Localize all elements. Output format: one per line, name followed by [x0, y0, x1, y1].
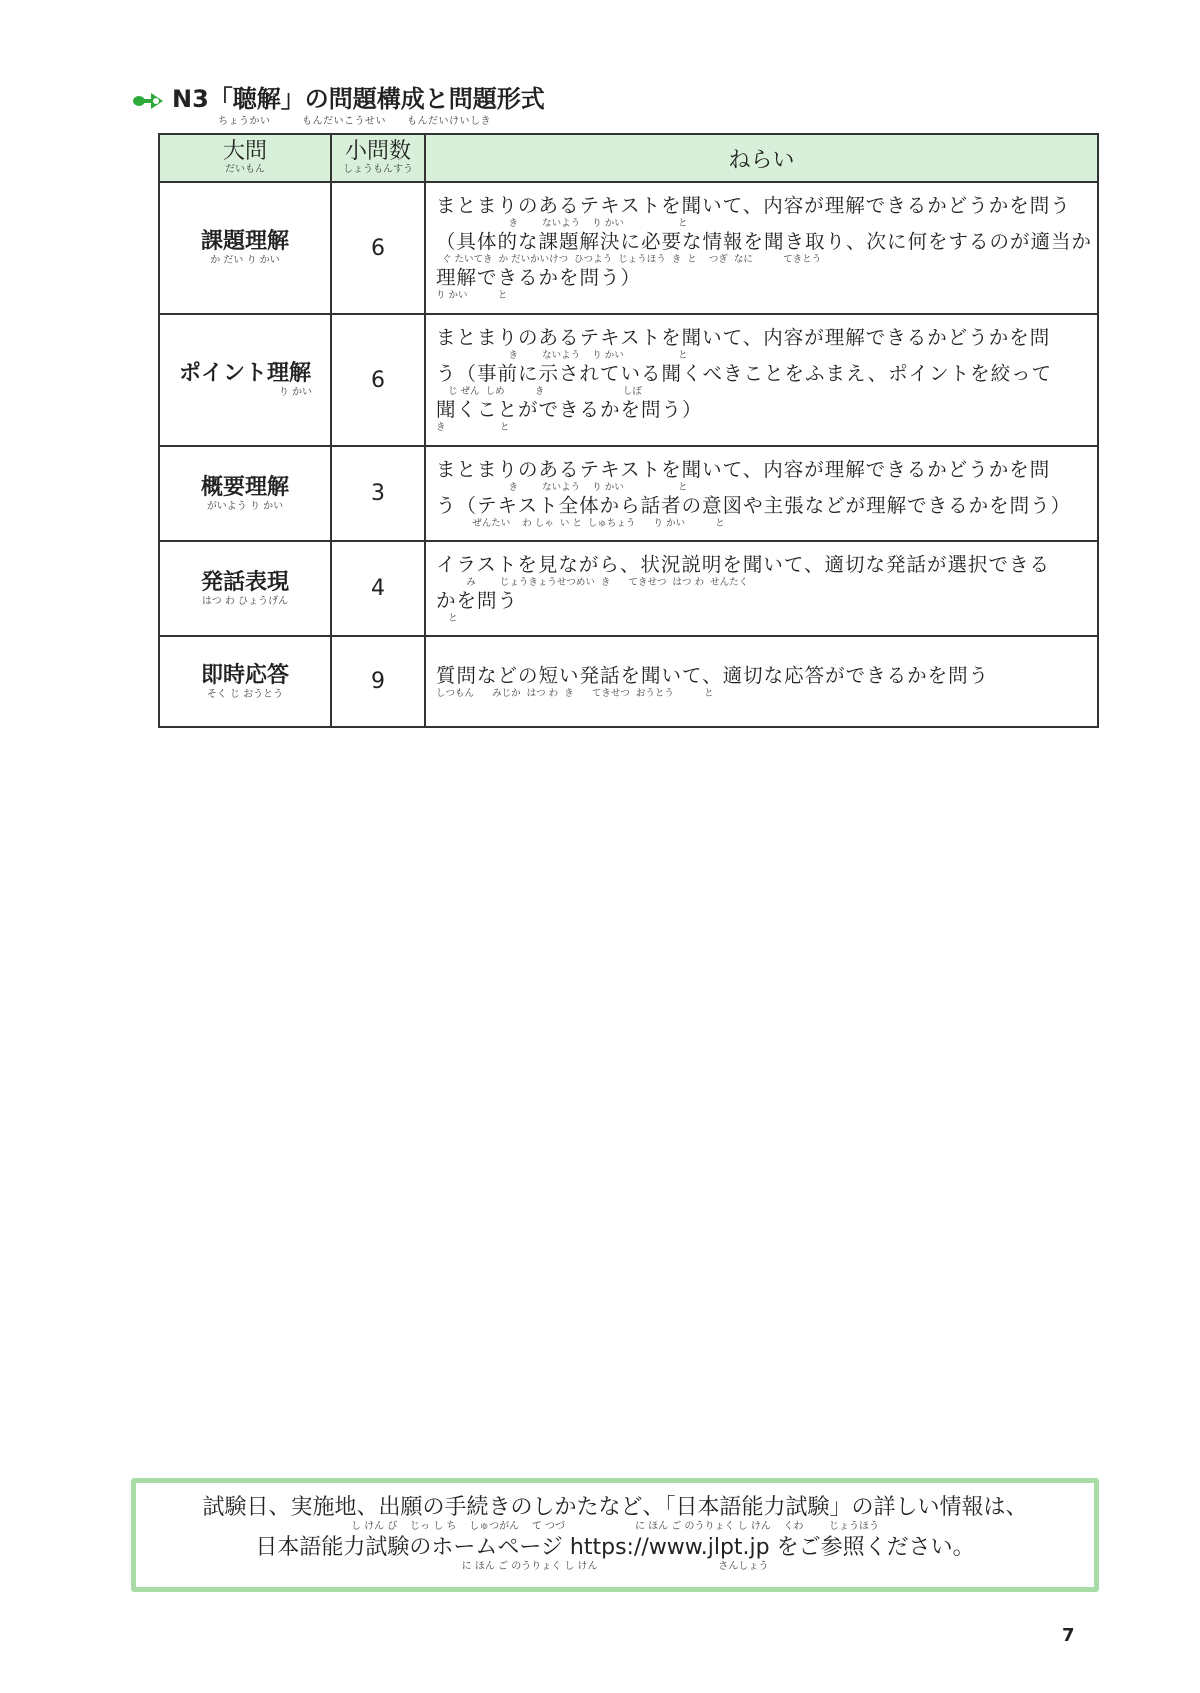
table-row	[159, 446, 1098, 541]
table-row	[159, 541, 1098, 636]
info-line-1: 試験日、実施地、出願の手続きのしかたなど、「日本語能力試験」の詳しい情報は、	[202, 1495, 1028, 1520]
question-count: 3	[331, 446, 425, 541]
question-count: 4	[331, 541, 425, 636]
table-header-row	[159, 134, 1098, 182]
question-count: 9	[331, 636, 425, 727]
category-cell: 課題理解 か だい り かい	[159, 182, 331, 314]
section-heading	[132, 84, 545, 127]
header-aim: ねらい	[425, 134, 1098, 182]
green-arrow-icon	[132, 90, 166, 112]
table-row	[159, 314, 1098, 446]
table-row	[159, 636, 1098, 727]
section-title-ruby: ちょうかい もんだいこうせい もんだいけいしき	[218, 116, 491, 127]
info-ruby-2: に ほん ご のうりょく し けん さんしょう	[461, 1561, 769, 1572]
header-category: 大問 だいもん	[159, 134, 331, 182]
info-line-2: 日本語能力試験のホームページ https://www.jlpt.jp をご参照ください。	[255, 1535, 975, 1560]
category-cell: 概要理解 がいよう り かい	[159, 446, 331, 541]
page-number: 7	[1062, 1625, 1075, 1646]
category-cell: ポイント理解 り かい	[159, 314, 331, 446]
question-count: 6	[331, 314, 425, 446]
info-box	[131, 1478, 1099, 1592]
aim-cell: まとまりのあるテキストを聞いて、内容が理解できるかどうかを問 き ないよう り かい と う（テキスト全体から話者の意図や主張などが理解できるかを問う） ぜんたい わ しゃ い と しゅちょう り かい と	[425, 446, 1098, 541]
category-cell: 発話表現 はつ わ ひょうげん	[159, 541, 331, 636]
question-count: 6	[331, 182, 425, 314]
aim-cell: イラストを見ながら、状況説明を聞いて、適切な発話が選択できる み じょうきょうせつめい き てきせつ はつ わ せんたく かを問う と	[425, 541, 1098, 636]
section-title: N3「聴解」の問題構成と問題形式	[172, 85, 545, 113]
table-row	[159, 182, 1098, 314]
question-format-table	[158, 133, 1099, 728]
aim-cell: 質問などの短い発話を聞いて、適切な応答ができるかを問う しつもん みじか はつ わ き てきせつ おうとう と	[425, 636, 1098, 727]
header-count: 小問数 しょうもんすう	[331, 134, 425, 182]
info-ruby-1: し けん び じっ し ち しゅつがん て つづ に ほん ご のうりょく し けん くわ じょうほう	[350, 1521, 879, 1532]
aim-cell: まとまりのあるテキストを聞いて、内容が理解できるかどうかを問う き ないよう り かい と （具体的な課題解決に必要な情報を聞き取り、次に何をするのが適当か ぐ たいてき か だいかいけつ ひつよう じょうほう き と つぎ なに てきとう 理解できるかを問う） り かい と	[425, 182, 1098, 314]
aim-cell: まとまりのあるテキストを聞いて、内容が理解できるかどうかを問 き ないよう り かい と う（事前に示されている聞くべきことをふまえ、ポイントを絞って じ ぜん しめ き しぼ 聞くことができるかを問う） き と	[425, 314, 1098, 446]
category-cell: 即時応答 そく じ おうとう	[159, 636, 331, 727]
